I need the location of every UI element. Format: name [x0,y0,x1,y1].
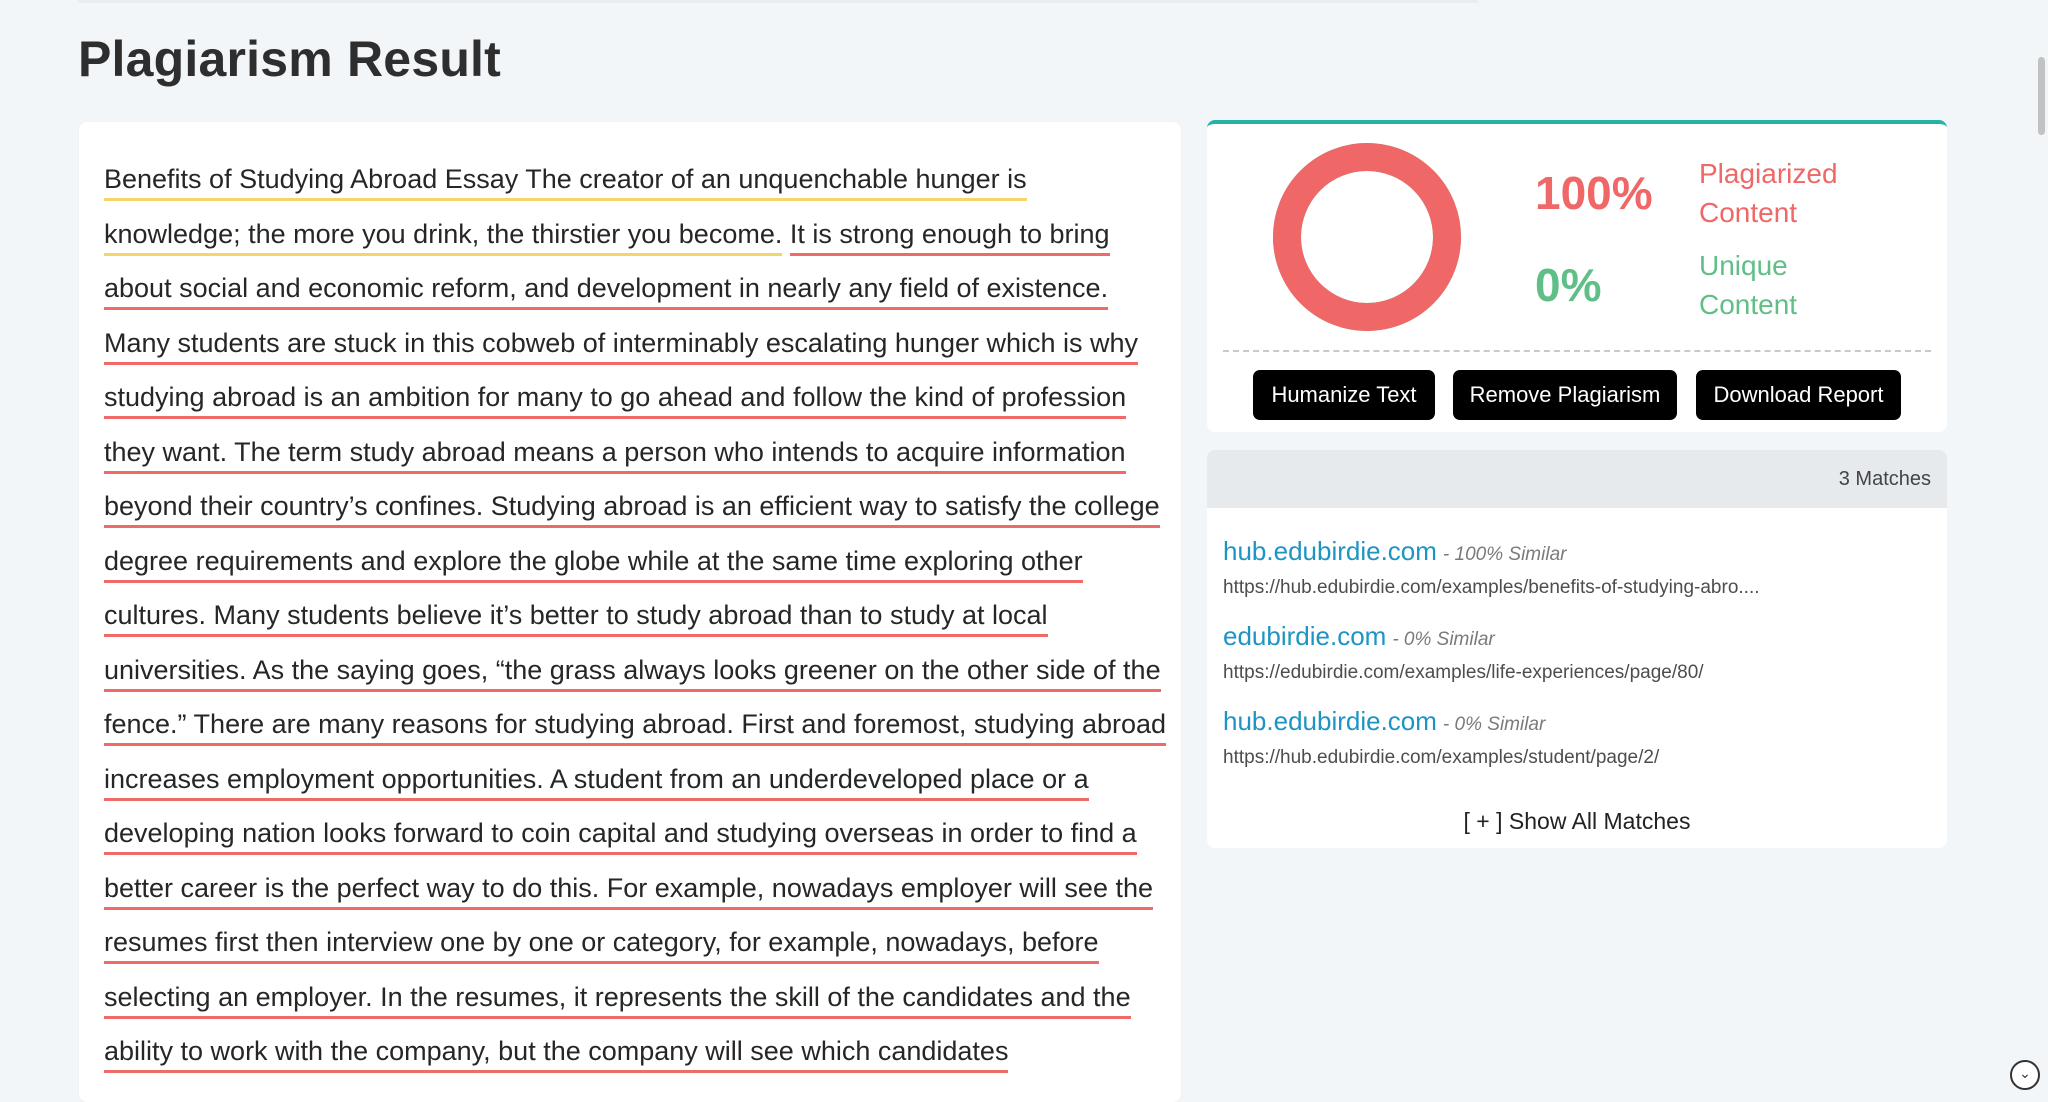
remove-plagiarism-button[interactable]: Remove Plagiarism [1453,370,1677,420]
match-similarity: - 100% Similar [1442,544,1567,565]
plagiarized-ring [1287,157,1447,317]
match-url[interactable]: https://hub.edubirdie.com/examples/benefits-of-studying-abro.... [1223,577,1760,598]
unique-percent: 0% [1535,259,1602,311]
download-report-button[interactable]: Download Report [1696,370,1901,420]
match-domain-link[interactable]: hub.edubirdie.com [1223,706,1437,736]
match-url[interactable]: https://hub.edubirdie.com/examples/student/page/2/ [1223,747,1660,768]
plagiarized-segment[interactable]: It is strong enough to bring about social and economic reform, and development in nearly any field of existence. Many students are stuck in this cobweb of interminably escalating hunger which is why studying abroad is an ambition for many to go ahead and follow the kind of profession they want. The term study abroad means a person who intends to acquire information beyond their country’s confines. Studying abroad is an efficient way to satisfy the college degree requirements and explore the globe while at the same time exploring other cultures. Many students believe it’s better to study abroad than to study at local universities. As the saying goes, “the grass always looks greener on the other side of the fence.” There are many reasons for studying abroad. First and foremost, studying abroad increases employment opportunities. A student from an underdeveloped place or a developing nation looks forward to coin capital and studying overseas in order to find a better career is the perfect way to do this. For example, nowadays employer will see the resumes first then interview one by one or category, for example, nowadays, before selecting an employer. In the resumes, it represents the skill of the candidates and the ability to work with the company, but the company will see which candidates [104,219,1166,1074]
plagiarized-label: Plagiarized Content [1699,158,1838,228]
match-similarity: - 0% Similar [1392,629,1495,650]
match-item [1223,706,1659,769]
plagiarized-percent: 100% [1535,167,1653,219]
page-title: Plagiarism Result [78,31,502,87]
match-item [1223,621,1704,684]
plagiarism-donut-chart [1272,142,1462,332]
unique-label: Unique Content [1699,250,1798,320]
match-similarity: - 0% Similar [1442,714,1546,735]
humanize-text-button[interactable]: Humanize Text [1253,370,1435,420]
match-domain-link[interactable]: edubirdie.com [1223,621,1387,651]
matches-card [1207,450,1947,848]
expand-icon[interactable]: ⌄ [2010,1060,2040,1090]
show-all-matches-button[interactable]: [ + ] Show All Matches [1463,808,1691,834]
matches-count: 3 Matches [1838,468,1931,490]
partial-match-segment[interactable]: Benefits of Studying Abroad Essay The creator of an unquenchable hunger is knowledge; the more you drink, the thirstier you become. [104,164,1027,256]
essay-text [104,152,1169,1079]
essay-panel [79,122,1181,1102]
match-item [1223,536,1760,599]
scrollbar-thumb[interactable] [2038,57,2045,135]
summary-card [1207,120,1947,432]
dashed-divider [1223,350,1931,352]
matches-header [1207,450,1947,508]
match-domain-link[interactable]: hub.edubirdie.com [1223,536,1437,566]
top-divider [78,0,1478,3]
match-url[interactable]: https://edubirdie.com/examples/life-experiences/page/80/ [1223,662,1704,683]
